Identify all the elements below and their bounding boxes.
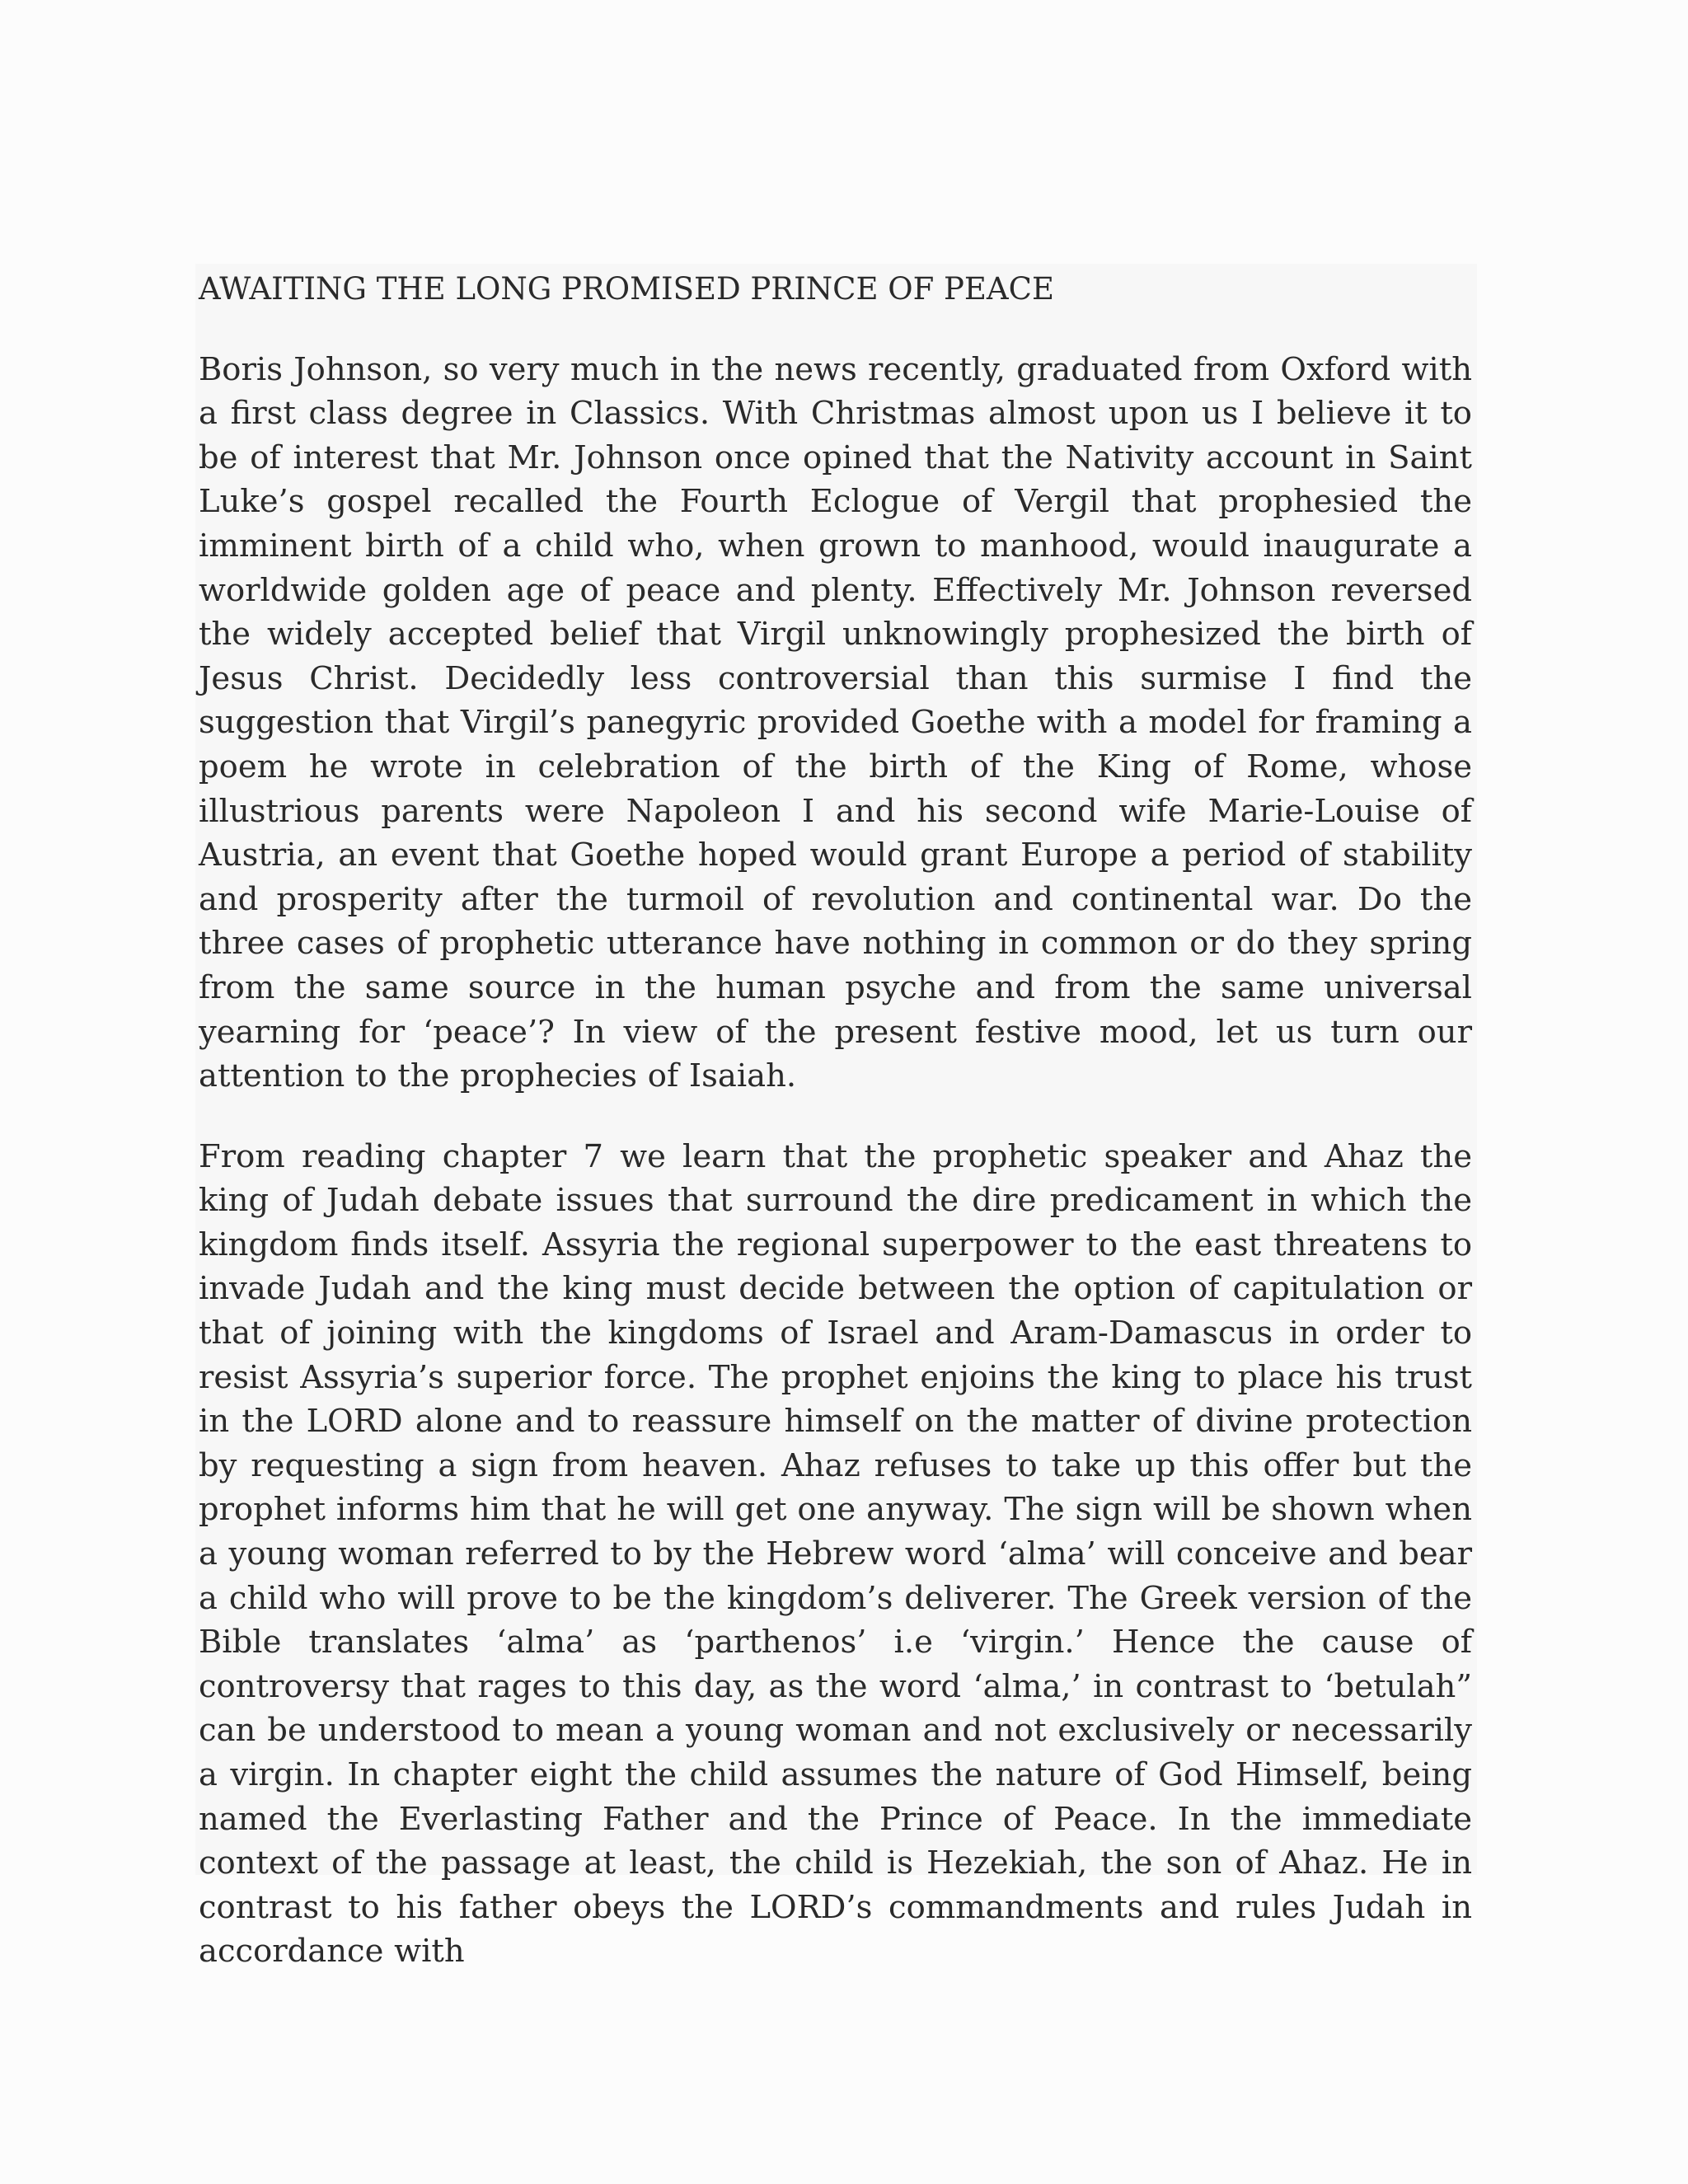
article-text-block <box>195 264 1477 1971</box>
document-title: AWAITING THE LONG PROMISED PRINCE OF PEACE <box>199 271 1054 307</box>
paragraph-1: Boris Johnson, so very much in the news recently, graduated from Oxford with a first class degree in Classics. With Christmas almost upon us I believe it to be of interest that Mr. Johnson once opined that the Nativity account in Saint Luke’s gospel recalled the Fourth Eclogue of Vergil that prophesied the imminent birth of a child who, when grown to manhood, would inaugurate a worldwide golden age of peace and plenty. Effectively Mr. Johnson reversed the widely accepted belief that Virgil unknowingly prophesized the birth of Jesus Christ. Decidedly less controversial than this surmise I find the suggestion that Virgil’s panegyric provided Goethe with a model for framing a poem he wrote in celebration of the birth of the King of Rome, whose illustrious parents were Napoleon I and his second wife Marie-Louise of Austria, an event that Goethe hoped would grant Europe a period of stability and prosperity after the turmoil of revolution and continental war. Do the three cases of prophetic utterance have nothing in common or do they spring from the same source in the human psyche and from the same universal yearning for ‘peace’? In view of the present festive mood, let us turn our attention to the prophecies of Isaiah. <box>199 350 1472 1095</box>
paragraph-2: From reading chapter 7 we learn that the prophetic speaker and Ahaz the king of Judah debate issues that surround the dire predicament in which the kingdom finds itself. Assyria the regional superpower to the east threatens to invade Judah and the king must decide between the option of capitulation or that of joining with the kingdoms of Israel and Aram-Damascus in order to resist Assyria’s superior force. The prophet enjoins the king to place his trust in the LORD alone and to reassure himself on the matter of divine protection by requesting a sign from heaven. Ahaz refuses to take up this offer but the prophet informs him that he will get one anyway. The sign will be shown when a young woman referred to by the Hebrew word ‘alma’ will conceive and bear a child who will prove to be the kingdom’s deliverer. The Greek version of the Bible translates ‘alma’ as ‘parthenos’ i.e ‘virgin.’ Hence the cause of controversy that rages to this day, as the word ‘alma,’ in contrast to ‘betulah” can be understood to mean a young woman and not exclusively or necessarily a virgin. In chapter eight the child assumes the nature of God Himself, being named the Everlasting Father and the Prince of Peace. In the immediate context of the passage at least, the child is Hezekiah, the son of Ahaz. He in contrast to his father obeys the LORD’s commandments and rules Judah in accordance with <box>199 1137 1472 1971</box>
